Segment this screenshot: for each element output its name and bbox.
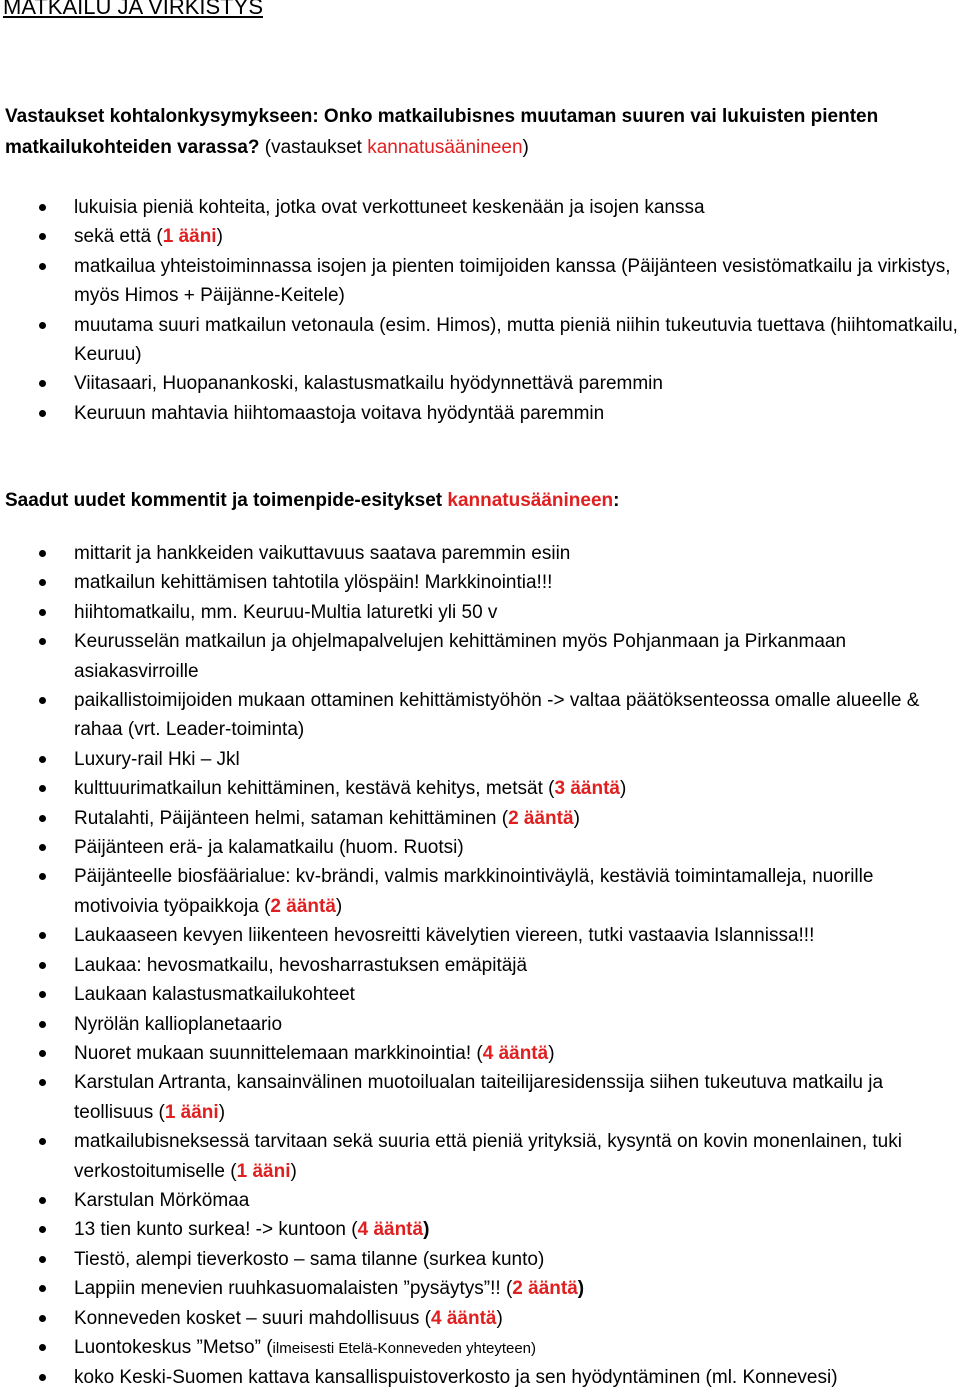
bullet-icon	[39, 579, 46, 586]
list-item	[0, 1010, 960, 1039]
list-item	[0, 252, 960, 311]
bullet-icon	[39, 410, 46, 417]
list-item-text: Päijänteen erä- ja kalamatkailu (huom. Ruotsi)	[74, 837, 464, 859]
bullet-icon	[39, 962, 46, 969]
vote-count: 2 ääntä	[512, 1278, 578, 1300]
vote-count: 2 ääntä	[270, 895, 336, 917]
list-item-text-end: )	[216, 226, 223, 248]
list-item-text: Laukaan kalastusmatkailukohteet	[74, 984, 355, 1006]
list-item	[0, 222, 960, 251]
list-item	[0, 804, 960, 833]
section2-heading	[5, 485, 619, 516]
list-item-text-end: )	[577, 1278, 585, 1300]
section1-heading	[5, 101, 878, 163]
bullet-icon	[39, 815, 46, 822]
list-item-text: Keuruun mahtavia hiihtomaastoja voitava hyödyntää paremmin	[74, 402, 605, 424]
vote-count: 1 ääni	[236, 1160, 291, 1182]
section1-heading-line2: matkailukohteiden varassa?	[5, 137, 265, 158]
section2-heading-end: :	[613, 490, 620, 511]
list-item-text-end: )	[496, 1307, 503, 1329]
list-item	[0, 1274, 960, 1303]
list-item	[0, 1363, 960, 1392]
list-item-text-end: )	[573, 807, 580, 829]
list-item	[0, 1068, 960, 1127]
vote-count: 4 ääntä	[482, 1042, 549, 1064]
vote-count: 1 ääni	[164, 1101, 219, 1123]
bullet-icon	[39, 1285, 46, 1292]
section2-heading-text: Saadut uudet kommentit ja toimenpide-esitykset	[5, 490, 448, 511]
list-item	[0, 627, 960, 686]
list-item	[0, 399, 960, 428]
list-item	[0, 1127, 960, 1186]
list-item-text-end: )	[423, 1219, 430, 1241]
list-item-text: matkailua yhteistoiminnassa isojen ja pienten toimijoiden kanssa (Päijänteen vesistömatkailu ja virkistys, myös Himos + Päijänne-Keitele)	[74, 255, 951, 307]
bullet-icon	[39, 380, 46, 387]
list-item-text: Konneveden kosket – suuri mahdollisuus (	[74, 1307, 431, 1329]
list-item-text: Päijänteelle biosfäärialue: kv-brändi, valmis markkinointiväylä, kestäviä toimintamalleja, nuorille motivoivia työpaikkoja (	[74, 866, 874, 917]
list-item-text-end: )	[290, 1160, 297, 1182]
list-item-text: koko Keski-Suomen kattava kansallispuistoverkosto ja sen hyödyntäminen (ml. Konnevesi)	[74, 1367, 838, 1389]
list-item-text: kulttuurimatkailun kehittäminen, kestävä kehitys, metsät (	[74, 778, 555, 800]
bullet-icon	[39, 873, 46, 880]
list-item-text: Karstulan Artranta, kansainvälinen muotoilualan taiteilijaresidenssija siihen tukeutuva matkailu ja teollisuus (	[74, 1072, 884, 1123]
list-item-text: matkailubisneksessä tarvitaan sekä suuria että pieniä yrityksiä, kysyntä on kovin monenlainen, tuki verkostoitumiselle (	[74, 1131, 902, 1182]
list-item	[0, 311, 960, 370]
section1-list	[0, 193, 960, 428]
bullet-icon	[39, 785, 46, 792]
vote-count: 3 ääntä	[554, 778, 620, 800]
bullet-icon	[39, 991, 46, 998]
list-item	[0, 951, 960, 980]
bullet-icon	[39, 609, 46, 616]
list-item-text: paikallistoimijoiden mukaan ottaminen kehittämistyöhön -> valtaa päätöksenteossa omalle alueelle & rahaa (vrt. Leader-toiminta)	[74, 690, 920, 741]
bullet-icon	[39, 1344, 46, 1351]
list-item	[0, 745, 960, 774]
section2-list	[0, 539, 960, 1393]
list-item	[0, 193, 960, 222]
bullet-icon	[39, 1315, 46, 1322]
vote-count: 1 ääni	[162, 226, 217, 248]
list-item-text: muutama suuri matkailun vetonaula (esim. Himos), mutta pieniä niihin tukeutuvia tuettava (hiihtomatkailu, Keuruu)	[74, 314, 958, 366]
bullet-icon	[39, 1021, 46, 1028]
list-item	[0, 539, 960, 568]
bullet-icon	[39, 1226, 46, 1233]
list-item	[0, 833, 960, 862]
list-item-text: matkailun kehittämisen tahtotila ylöspäin! Markkinointia!!!	[74, 572, 553, 594]
list-item	[0, 598, 960, 627]
bullet-icon	[39, 1079, 46, 1086]
bullet-icon	[39, 844, 46, 851]
list-item	[0, 1333, 960, 1363]
bullet-icon	[39, 550, 46, 557]
list-item-text-end: )	[619, 778, 627, 800]
page-title: MATKAILU JA VIRKISTYS	[3, 0, 263, 19]
bullet-icon	[39, 1197, 46, 1204]
list-item-text: Laukaa: hevosmatkailu, hevosharrastuksen emäpitäjä	[74, 954, 528, 976]
bullet-icon	[39, 1374, 46, 1381]
list-item	[0, 1304, 960, 1333]
list-item	[0, 862, 960, 921]
list-item	[0, 980, 960, 1009]
list-item-text: Karstulan Mörkömaa	[74, 1189, 250, 1211]
list-item	[0, 1215, 960, 1244]
list-item-text: Laukaaseen kevyen liikenteen hevosreitti kävelytien viereen, tutki vastaavia Islannissa!!!	[74, 925, 815, 947]
list-item-text-end: )	[548, 1042, 555, 1064]
list-item-text: hiihtomatkailu, mm. Keuruu-Multia laturetki yli 50 v	[74, 601, 498, 623]
list-item-text-end: )	[218, 1101, 226, 1123]
bullet-icon	[39, 697, 46, 704]
section1-heading-line1: Vastaukset kohtalonkysymykseen: Onko matkailubisnes muutaman suuren vai lukuisten pienten	[5, 106, 879, 127]
list-item-text: Nyrölän kallioplanetaario	[74, 1013, 283, 1035]
bullet-icon	[39, 1050, 46, 1057]
section1-heading-paren-open: (vastaukset	[264, 137, 368, 158]
bullet-icon	[39, 263, 46, 270]
list-item-text: Rutalahti, Päijänteen helmi, sataman kehittäminen (	[74, 807, 509, 829]
bullet-icon	[39, 1138, 46, 1145]
list-item-text: lukuisia pieniä kohteita, jotka ovat verkottuneet keskenään ja isojen kanssa	[74, 197, 705, 218]
section2-heading-red: kannatusäänineen	[447, 490, 614, 511]
list-item-text: Luxury-rail Hki – Jkl	[74, 748, 240, 770]
list-item-text: Lappiin menevien ruuhkasuomalaisten ”pysäytys”!! (	[74, 1278, 513, 1300]
list-item-text: Luontokeskus ”Metso” (	[74, 1336, 273, 1358]
bullet-icon	[39, 204, 46, 211]
vote-count: 4 ääntä	[430, 1307, 497, 1329]
list-item	[0, 1039, 960, 1068]
list-item	[0, 369, 960, 398]
list-item	[0, 774, 960, 803]
vote-count: 4 ääntä	[357, 1219, 424, 1241]
list-item-text-end: )	[335, 895, 343, 917]
section1-heading-paren-close: )	[522, 137, 529, 158]
list-item-text: Keurusselän matkailun ja ohjelmapalvelujen kehittäminen myös Pohjanmaan ja Pirkanmaan asiakasvirroille	[74, 631, 847, 682]
list-item-text: 13 tien kunto surkea! -> kuntoon (	[74, 1219, 358, 1241]
bullet-icon	[39, 756, 46, 763]
list-item-text: Tiestö, alempi tieverkosto – sama tilanne (surkea kunto)	[74, 1248, 545, 1270]
bullet-icon	[39, 233, 46, 240]
list-item	[0, 921, 960, 950]
list-item	[0, 1245, 960, 1274]
list-item-text: Viitasaari, Huopanankoski, kalastusmatkailu hyödynnettävä paremmin	[74, 373, 663, 395]
bullet-icon	[39, 322, 46, 329]
bullet-icon	[39, 638, 46, 645]
list-item-text: mittarit ja hankkeiden vaikuttavuus saatava paremmin esiin	[74, 543, 571, 564]
list-item-text: Nuoret mukaan suunnittelemaan markkinointia! (	[74, 1042, 483, 1064]
section1-heading-red: kannatusäänineen	[367, 137, 523, 158]
list-item-text: sekä että (	[74, 226, 163, 248]
list-item	[0, 568, 960, 597]
vote-count: 2 ääntä	[508, 807, 574, 829]
list-item-note: ilmeisesti Etelä-Konneveden yhteyteen)	[272, 1339, 537, 1357]
list-item	[0, 1186, 960, 1215]
list-item	[0, 686, 960, 745]
bullet-icon	[39, 1256, 46, 1263]
bullet-icon	[39, 932, 46, 939]
